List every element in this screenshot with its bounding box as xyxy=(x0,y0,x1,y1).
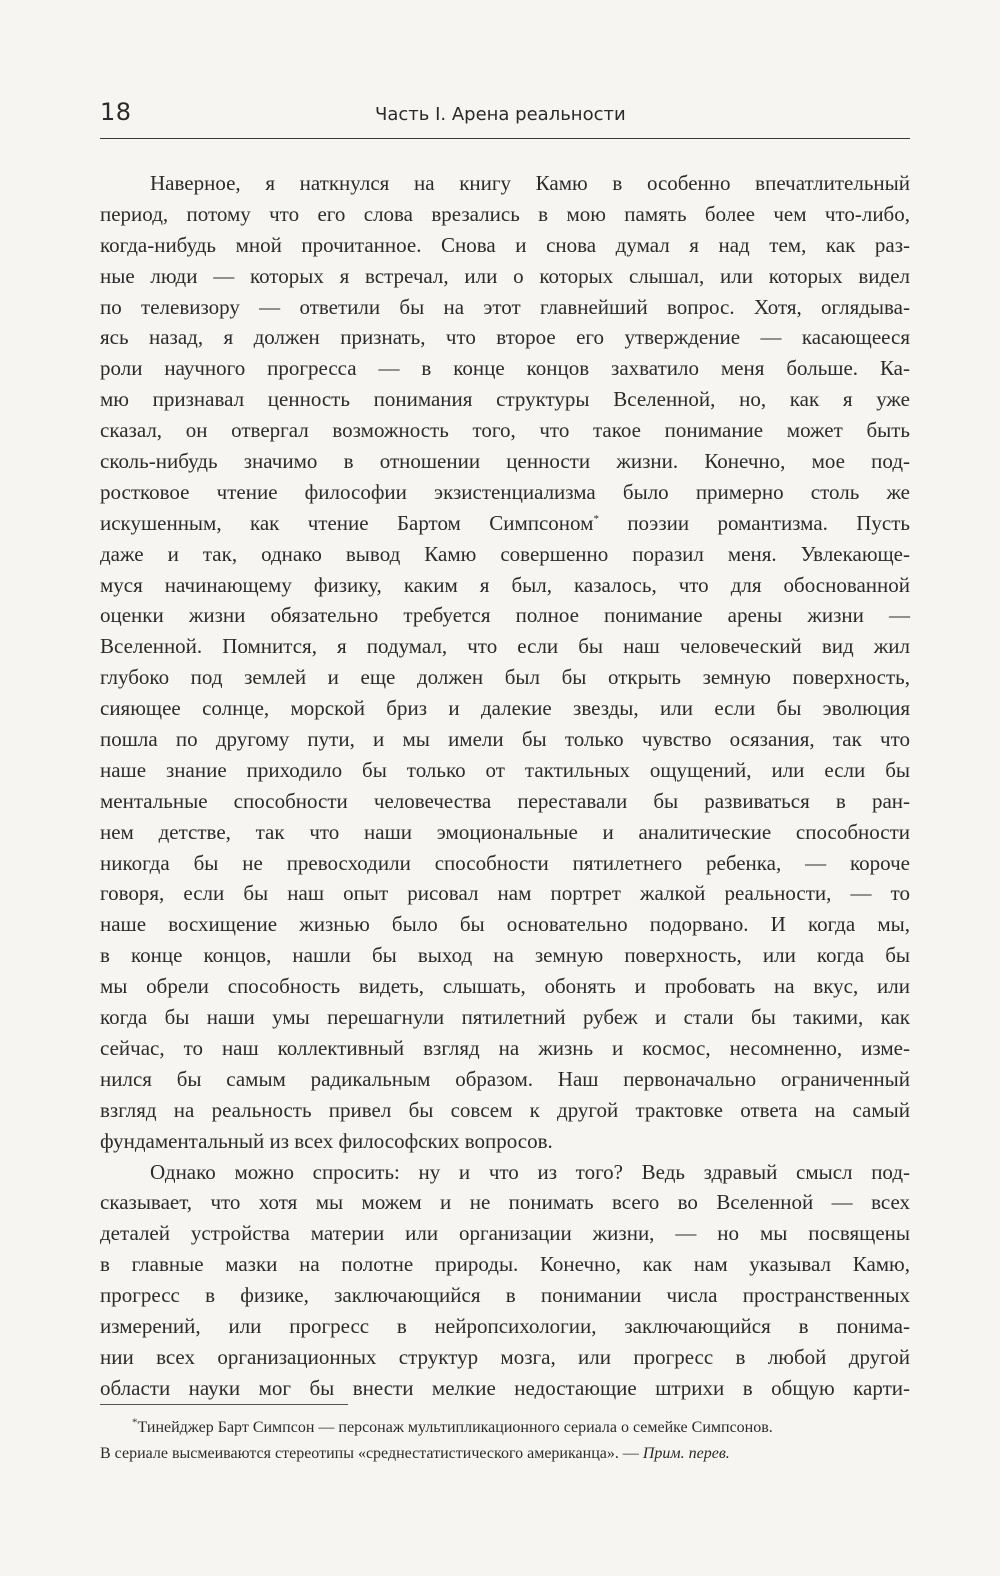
text-line: наше знание приходило бы только от тактильных ощущений, или если бы xyxy=(100,757,910,782)
text-fragment: поэзии романтизма. Пусть xyxy=(627,510,910,535)
text-line: сейчас, то наш коллективный взгляд на жизнь и космос, несомненно, изме- xyxy=(100,1035,910,1060)
text-line: говоря, если бы наш опыт рисовал нам портрет жалкой реальности, — то xyxy=(100,881,910,906)
text-line: деталей устройства материи или организации жизни, — но мы посвящены xyxy=(100,1221,910,1246)
text-line: мы обрели способность видеть, слышать, обонять и пробовать на вкус, или xyxy=(100,974,910,999)
text-line: нем детстве, так что наши эмоциональные и аналитические способности xyxy=(100,819,910,844)
text-line: ные люди — которых я встречал, или о которых слышал, или которых видел xyxy=(100,263,910,288)
text-line: нился бы самым радикальным образом. Наш первоначально ограниченный xyxy=(100,1066,910,1091)
text-line: мю признавал ценность понимания структуры Вселенной, но, как я уже xyxy=(100,387,910,412)
text-line: области науки мог бы внести мелкие недостающие штрихи в общую карти- xyxy=(100,1375,910,1400)
text-line: сколь-нибудь значимо в отношении ценности жизни. Конечно, мое под- xyxy=(100,449,910,474)
text-line: когда-нибудь мной прочитанное. Снова и снова думал я над тем, как раз- xyxy=(100,232,910,257)
text-line-with-footnote xyxy=(100,508,910,539)
text-line: период, потому что его слова врезались в мою память более чем что-либо, xyxy=(100,201,910,226)
text-line: Наверное, я наткнулся на книгу Камю в особенно впечатлительный xyxy=(150,171,910,195)
text-line: когда бы наши умы перешагнули пятилетний рубеж и стали бы такими, как xyxy=(100,1005,910,1030)
footnote-line xyxy=(100,1415,910,1441)
text-line: фундаментальный из всех философских вопросов. xyxy=(100,1128,553,1153)
text-line: по телевизору — ответили бы на этот главнейший вопрос. Хотя, оглядыва- xyxy=(100,294,910,319)
footnote-marker: * xyxy=(132,1416,138,1429)
text-line: Вселенной. Помнится, я подумал, что если бы наш человеческий вид жил xyxy=(100,634,910,659)
text-line: в конце концов, нашли бы выход на земную поверхность, или когда бы xyxy=(100,943,910,968)
text-line: измерений, или прогресс в нейропсихологии, заключающийся в понима- xyxy=(100,1313,910,1338)
running-head xyxy=(100,98,910,139)
footnote-text: Тинейджер Барт Симпсон — персонаж мультипликационного сериала о семейке Симпсонов. xyxy=(137,1419,773,1436)
text-line: наше восхищение жизнью было бы основательно подорвано. И когда мы, xyxy=(100,912,910,937)
text-line: ментальные способности человечества переставали бы развиваться в ран- xyxy=(100,788,910,813)
text-line: ростковое чтение философии экзистенциализма было примерно столь же xyxy=(100,479,910,504)
footnote xyxy=(100,1415,910,1467)
text-fragment: искушенным, как чтение Бартом Симпсоном xyxy=(100,510,594,535)
text-line: глубоко под землей и еще должен был бы открыть земную поверхность, xyxy=(100,665,910,690)
text-line: даже и так, однако вывод Камю совершенно поразил меня. Увлекающе- xyxy=(100,541,910,566)
text-line: сказывает, что хотя мы можем и не понимать всего во Вселенной — всех xyxy=(100,1190,910,1215)
running-title: Часть I. Арена реальности xyxy=(375,104,626,125)
text-line: сказал, он отвергал возможность того, что такое понимание может быть xyxy=(100,418,910,443)
text-line: муся начинающему физику, каким я был, казалось, что для обоснованной xyxy=(100,572,910,597)
text-line: ясь назад, я должен признать, что второе его утверждение — касающееся xyxy=(100,325,910,350)
text-line: роли научного прогресса — в конце концов захватило меня больше. Ка- xyxy=(100,356,910,381)
text-line: взгляд на реальность привел бы совсем к другой трактовке ответа на самый xyxy=(100,1097,910,1122)
footnote-text: В сериале высмеиваются стереотипы «среднестатистического американца». — xyxy=(100,1445,639,1462)
footnote-divider xyxy=(100,1404,348,1405)
text-line: нии всех организационных структур мозга, или прогресс в любой другой xyxy=(100,1344,910,1369)
body-text xyxy=(100,168,910,1404)
text-line: в главные мазки на полотне природы. Конечно, как нам указывал Камю, xyxy=(100,1252,910,1277)
text-line: никогда бы не превосходили способности пятилетнего ребенка, — короче xyxy=(100,850,910,875)
text-line: сияющее солнце, морской бриз и далекие звезды, или если бы эволюция xyxy=(100,696,910,721)
page-number: 18 xyxy=(100,98,132,126)
text-line: Однако можно спросить: ну и что из того? Ведь здравый смысл под- xyxy=(150,1159,910,1184)
translator-note: Прим. перев. xyxy=(642,1445,730,1462)
text-line: пошла по другому пути, и мы имели бы только чувство осязания, так что xyxy=(100,727,910,752)
footnote-line xyxy=(100,1441,910,1467)
footnote-reference: * xyxy=(593,512,599,525)
text-line: прогресс в физике, заключающийся в понимании числа пространственных xyxy=(100,1283,910,1308)
text-line: оценки жизни обязательно требуется полное понимание арены жизни — xyxy=(100,603,910,628)
